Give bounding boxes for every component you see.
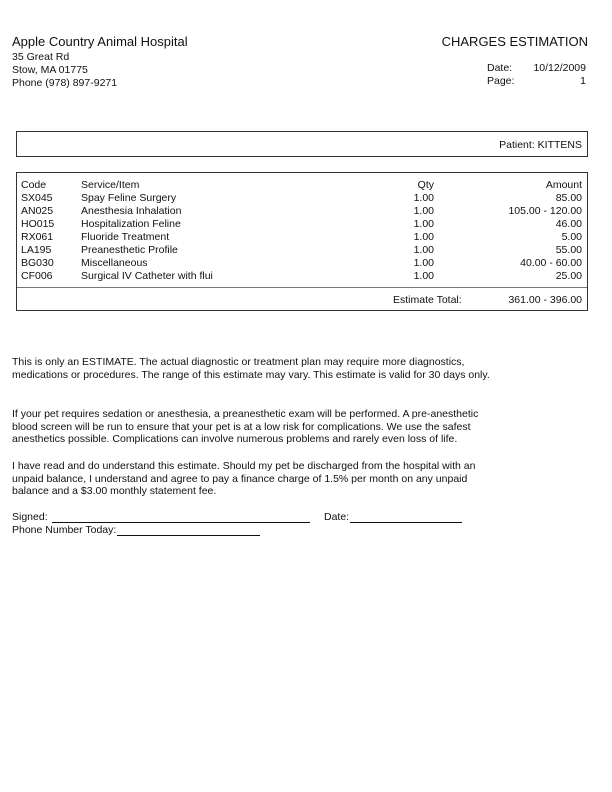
signature-line[interactable] [52,522,310,523]
header-qty: Qty [417,179,434,191]
row-qty: 1.00 [413,244,434,256]
anesthesia-notice: If your pet requires sedation or anesthesia, a preanesthetic exam will be performed. A pre-anesthetic blood screen will be run to ensure that your pet is at a low risk for complications. We use the safest anesthetics possible. Complications can involve numerous problems and rarely even loss of life. [12,408,479,445]
row-qty: 1.00 [413,257,434,269]
signed-label: Signed: [12,511,48,523]
row-service: Hospitalization Feline [81,218,181,230]
row-amount: 85.00 [555,192,582,204]
row-amount: 40.00 - 60.00 [520,257,582,269]
address-line-2: Stow, MA 01775 [12,64,88,76]
row-amount: 105.00 - 120.00 [508,205,582,217]
row-code: AN025 [21,205,54,217]
document-title: CHARGES ESTIMATION [441,34,588,49]
payment-agreement: I have read and do understand this estimate. Should my pet be discharged from the hospital with an unpaid balance, I understand and agree to pay a finance charge of 1.5% per month on any unpaid balance and a $3.00 monthly statement fee. [12,460,476,497]
row-code: BG030 [21,257,54,269]
date-line[interactable] [350,522,462,523]
row-amount: 46.00 [555,218,582,230]
header-service: Service/Item [81,179,140,191]
charges-table [16,172,588,311]
row-amount: 5.00 [561,231,582,243]
header-amount: Amount [545,179,582,191]
row-service: Miscellaneous [81,257,148,269]
estimate-total-label: Estimate Total: [393,294,462,306]
total-divider [17,287,587,288]
clinic-phone: Phone (978) 897-9271 [12,77,118,89]
phone-today-line[interactable] [117,535,260,536]
clinic-name: Apple Country Animal Hospital [12,34,188,49]
patient-box [16,131,588,157]
row-qty: 1.00 [413,218,434,230]
row-code: LA195 [21,244,52,256]
row-qty: 1.00 [413,192,434,204]
row-service: Anesthesia Inhalation [81,205,182,217]
estimate-total-value: 361.00 - 396.00 [508,294,582,306]
row-service: Surgical IV Catheter with flui [81,270,213,282]
date-sign-label: Date: [324,511,350,523]
page-label: Page: [487,75,515,87]
row-qty: 1.00 [413,205,434,217]
row-code: RX061 [21,231,54,243]
patient-name: Patient: KITTENS [499,139,582,151]
row-code: CF006 [21,270,53,282]
page-value: 1 [580,75,586,87]
date-label: Date: [487,62,513,74]
phone-today-label: Phone Number Today: [12,524,117,536]
estimate-disclaimer: This is only an ESTIMATE. The actual diagnostic or treatment plan may require more diagnostics, medications or procedures. The range of this estimate may vary. This estimate is valid for 30 days only. [12,356,490,381]
row-amount: 25.00 [555,270,582,282]
row-qty: 1.00 [413,231,434,243]
row-code: SX045 [21,192,53,204]
address-line-1: 35 Great Rd [12,51,70,63]
row-service: Fluoride Treatment [81,231,170,243]
row-service: Preanesthetic Profile [81,244,178,256]
row-qty: 1.00 [413,270,434,282]
header-code: Code [21,179,47,191]
row-service: Spay Feline Surgery [81,192,177,204]
row-amount: 55.00 [555,244,582,256]
date-value: 10/12/2009 [533,62,586,74]
row-code: HO015 [21,218,55,230]
